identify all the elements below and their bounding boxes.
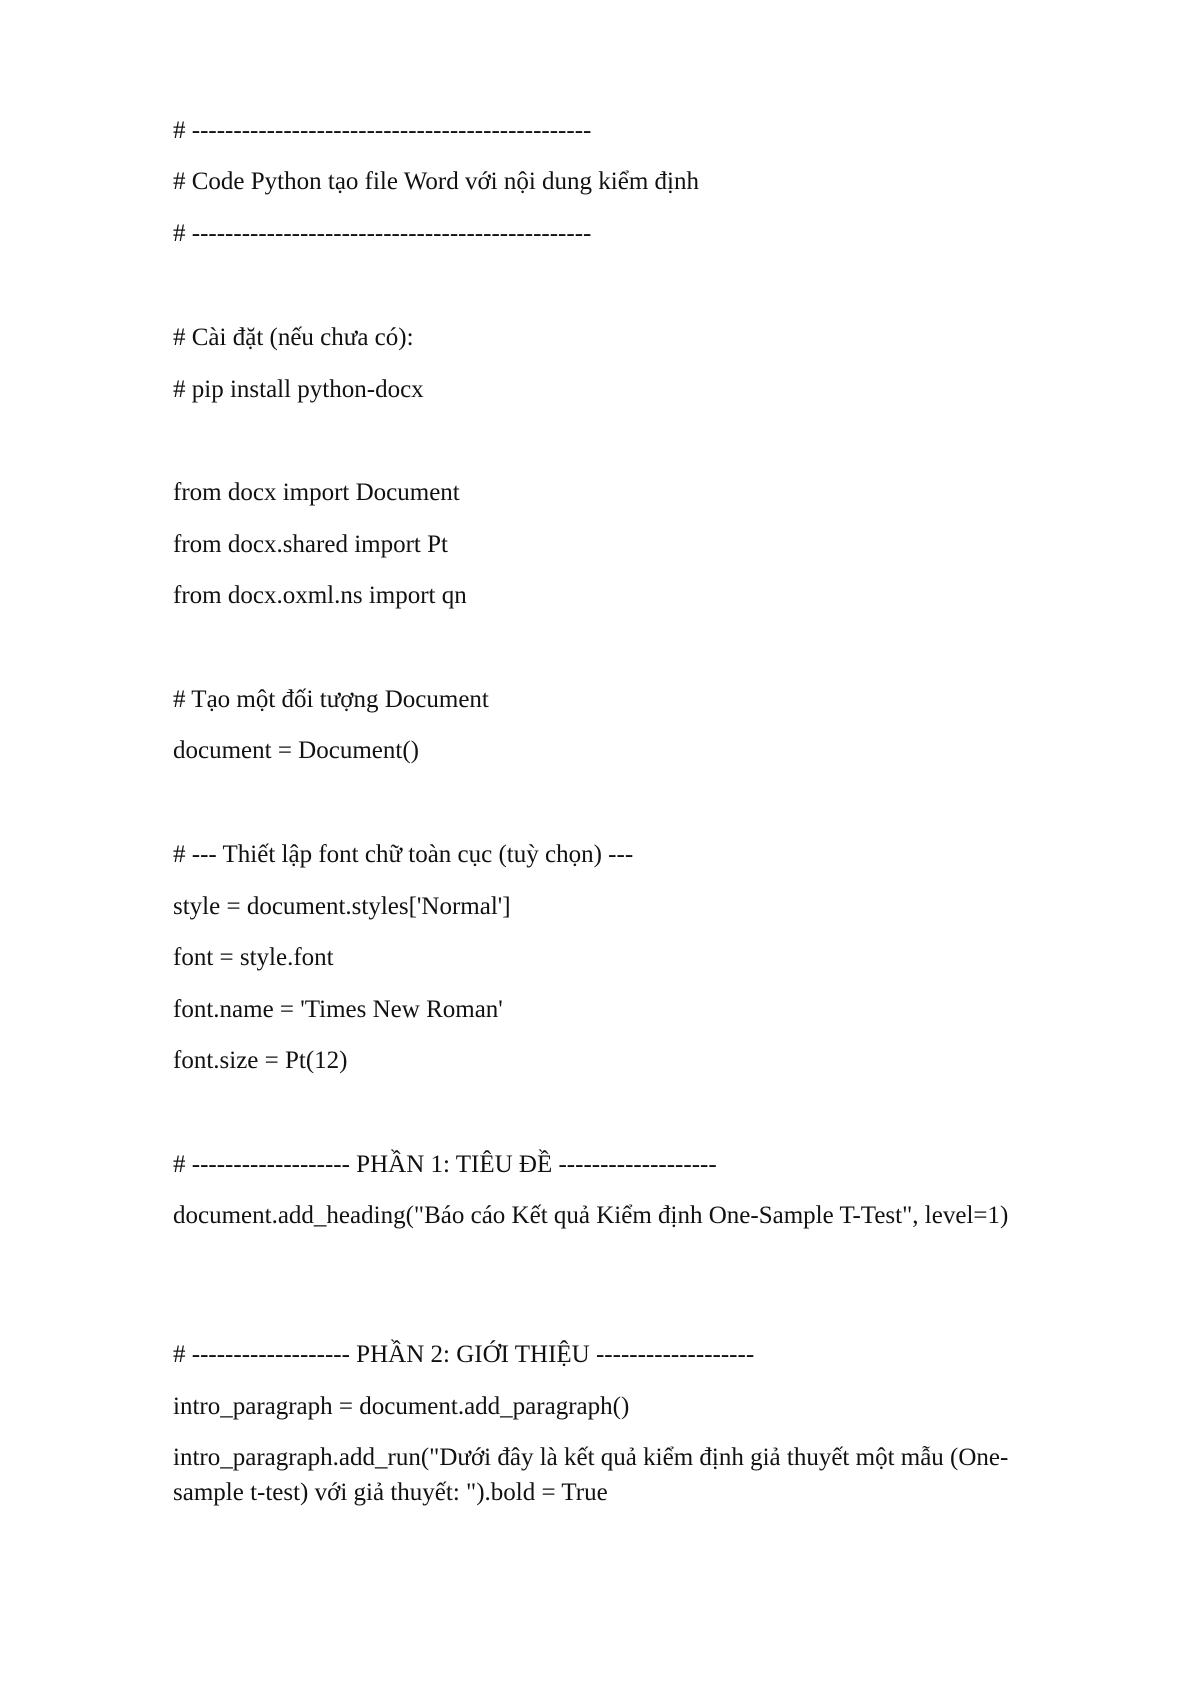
comment-divider-bottom: # ------------------------------------------------: [173, 220, 592, 247]
code-import-document: from docx import Document: [173, 479, 460, 506]
code-add-heading: document.add_heading("Báo cáo Kết quả Kiểm định One-Sample T-Test", level=1): [173, 1202, 1009, 1229]
code-import-pt: from docx.shared import Pt: [173, 531, 448, 558]
code-font-size: font.size = Pt(12): [173, 1047, 348, 1074]
comment-title: # Code Python tạo file Word với nội dung kiểm định: [173, 168, 699, 195]
comment-font-setup: # --- Thiết lập font chữ toàn cục (tuỳ chọn) ---: [173, 841, 634, 868]
code-style-normal: style = document.styles['Normal']: [173, 893, 511, 920]
comment-pip-install: # pip install python-docx: [173, 376, 424, 403]
comment-divider-top: # ------------------------------------------------: [173, 117, 592, 144]
code-intro-paragraph: intro_paragraph = document.add_paragraph(): [173, 1393, 630, 1420]
code-intro-add-run: intro_paragraph.add_run("Dưới đây là kết quả kiểm định giả thuyết một mẫu (One-sample t-test) với giả thuyết: ").bold = True: [173, 1444, 1009, 1506]
code-font-name: font.name = 'Times New Roman': [173, 996, 503, 1023]
code-import-qn: from docx.oxml.ns import qn: [173, 582, 467, 609]
comment-part2-intro: # ------------------- PHẦN 2: GIỚI THIỆU -------------------: [173, 1341, 755, 1368]
comment-install-heading: # Cài đặt (nếu chưa có):: [173, 324, 414, 351]
code-font-assign: font = style.font: [173, 944, 334, 971]
code-document-init: document = Document(): [173, 737, 419, 764]
comment-part1-title: # ------------------- PHẦN 1: TIÊU ĐỀ -------------------: [173, 1151, 717, 1178]
comment-create-document: # Tạo một đối tượng Document: [173, 686, 489, 713]
